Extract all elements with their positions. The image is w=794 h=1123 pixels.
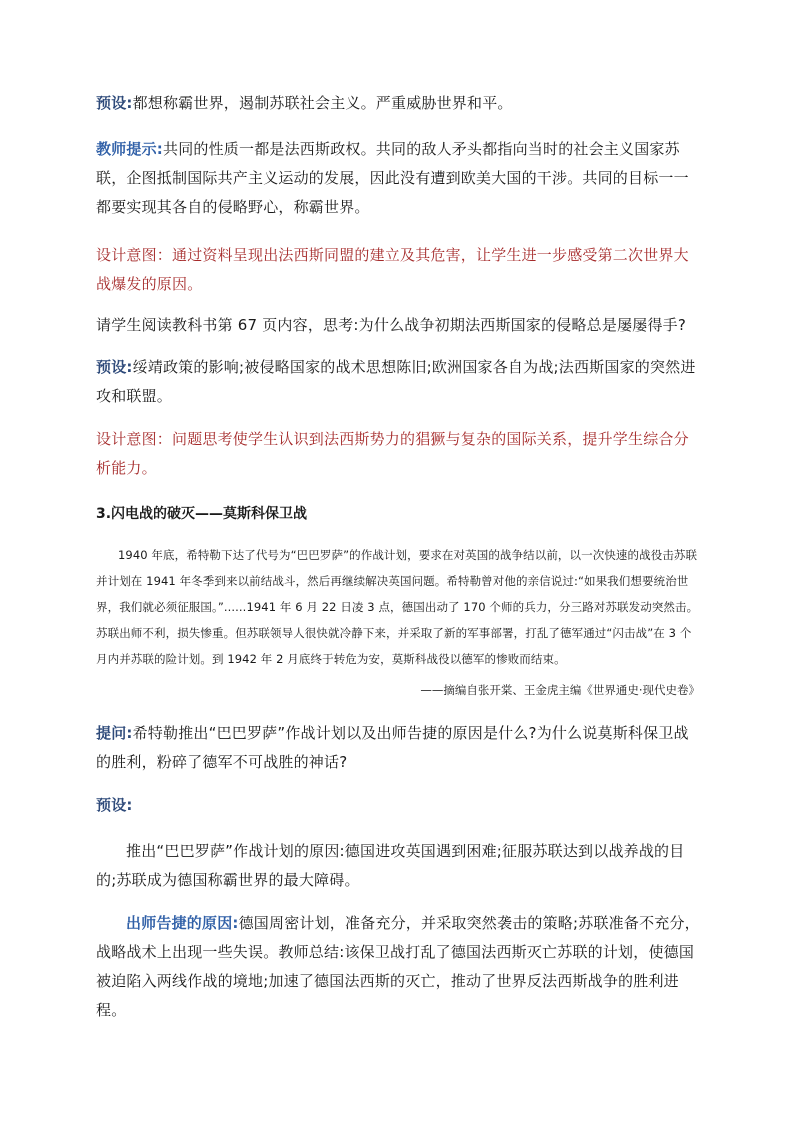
initial-victory-text: 德国周密计划，准备充分，并采取突然袭击的策略;苏联准备不充分，战略战术上出现一些失误。教师总结:该保卫战打乱了德国法西斯灭亡苏联的计划，使德国被迫陷入两线作战的境地;加速了德国法西斯的灭亡，推动了世界反法西斯战争的胜利进程。 <box>96 914 700 1019</box>
plan-reason-paragraph <box>96 837 700 895</box>
design-intent-paragraph-2 <box>96 425 700 483</box>
reading-task-paragraph <box>96 311 700 340</box>
teacher-hint-text: 共同的性质一都是法西斯政权。共同的敌人矛头都指向当时的社会主义国家苏联，企图抵制国际共产主义运动的发展，因此没有遭到欧美大国的干涉。共同的目标一一都要实现其各自的侵略野心，称霸世界。 <box>96 140 689 216</box>
preset-text: 都想称霸世界，遏制苏联社会主义。严重威胁世界和平。 <box>132 94 513 112</box>
preset-label: 预设: <box>96 796 133 814</box>
preset-paragraph-3 <box>96 791 700 820</box>
initial-victory-paragraph <box>96 909 700 1025</box>
question-text: 希特勒推出“巴巴罗萨”作战计划以及出师告捷的原因是什么?为什么说莫斯科保卫战的胜利，粉碎了德军不可战胜的神话? <box>96 724 689 771</box>
excerpt-source: ——摘编自张开棠、王金虎主编《世界通史·现代史卷》 <box>420 683 700 697</box>
historical-excerpt: 1940 年底，希特勒下达了代号为“巴巴罗萨”的作战计划，要求在对英国的战争结以前，以一次快速的战役击苏联并计划在 1941 年冬季到来以前结战斗，然后再继续解决英国问题。希特勒曾对他的亲信说过:“如果我们想要统治世界，我们就必须征服国。”......1941 年 6 月 22 日凌 3 点，德国出动了 170 个师的兵力，分三路对苏联发动突然击。苏联出师不利，损失惨重。但苏联领导人很快就冷静下来，并采取了新的军事部署，打乱了德军通过“闪击战”在 3 个月内并苏联的险计划。到 1942 年 2 月底终于转危为安，莫斯科战役以德军的惨败而结束。 <box>96 548 699 666</box>
teacher-hint-paragraph <box>96 135 700 222</box>
initial-victory-label: 出师告捷的原因: <box>126 914 239 932</box>
preset-paragraph-2 <box>96 353 700 411</box>
preset-label: 预设: <box>96 358 133 376</box>
preset-paragraph-1 <box>96 89 700 118</box>
design-intent-paragraph-1 <box>96 241 700 299</box>
question-paragraph <box>96 719 700 777</box>
question-label: 提问: <box>96 724 133 742</box>
plan-reason-text: 推出“巴巴罗萨”作战计划的原因:德国进攻英国遇到困难;征服苏联达到以战养战的目的;苏联成为德国称霸世界的最大障碍。 <box>96 842 685 889</box>
reading-task-text: 请学生阅读教科书第 67 页内容，思考:为什么战争初期法西斯国家的侵略总是屡屡得手? <box>96 316 687 334</box>
preset-text: 绥靖政策的影响;被侵略国家的战术思想陈旧;欧洲国家各自为战;法西斯国家的突然进攻和联盟。 <box>96 358 696 405</box>
teacher-hint-label: 教师提示: <box>96 140 163 158</box>
design-intent-text-2: 设计意图：问题思考使学生认识到法西斯势力的猖獗与复杂的国际关系，提升学生综合分析能力。 <box>96 430 689 477</box>
section-heading: 3.闪电战的破灭——莫斯科保卫战 <box>96 506 308 522</box>
design-intent-text-1: 设计意图：通过资料呈现出法西斯同盟的建立及其危害，让学生进一步感受第二次世界大战爆发的原因。 <box>96 246 689 293</box>
preset-label: 预设: <box>96 94 133 112</box>
